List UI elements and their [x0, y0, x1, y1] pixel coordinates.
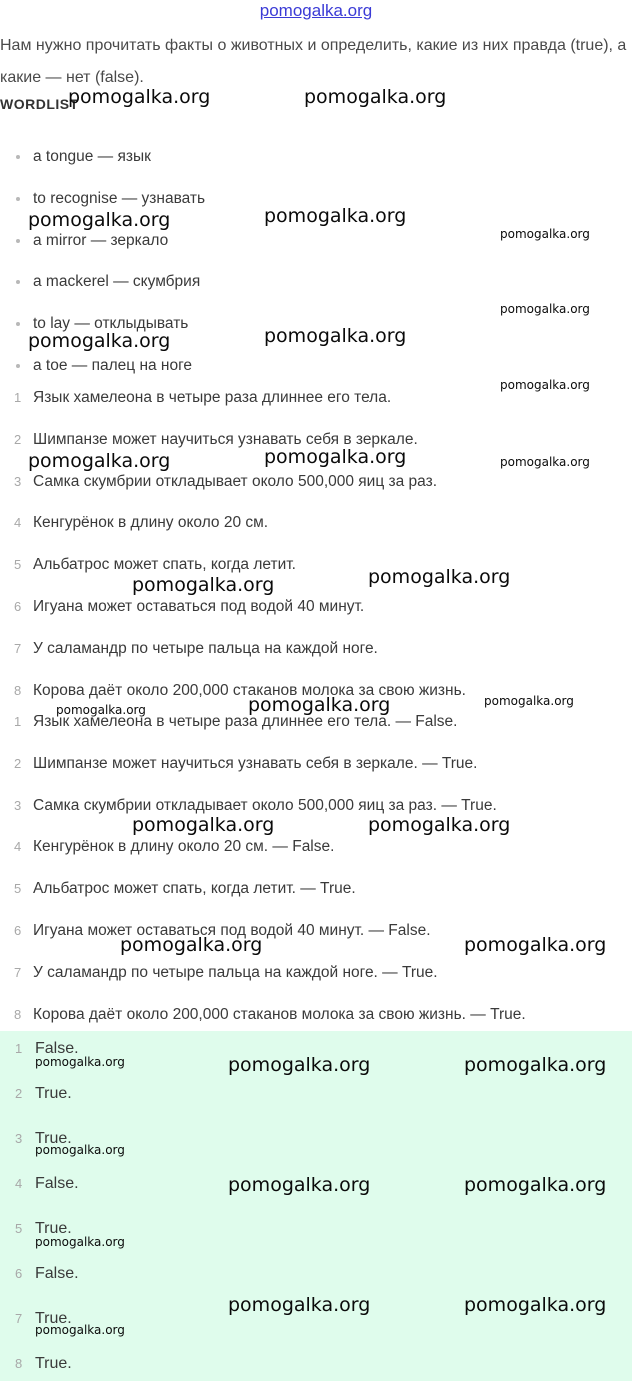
answer-text: Язык хамелеона в четыре раза длиннее его тела. — False.	[33, 713, 458, 730]
watermark: pomogalka.org	[464, 1294, 607, 1316]
question-text: Язык хамелеона в четыре раза длиннее его тела.	[33, 389, 392, 406]
answer-item	[0, 743, 632, 785]
full-answers-list	[0, 701, 632, 1035]
short-answer-item	[0, 1296, 632, 1341]
item-number: 3	[15, 1131, 23, 1146]
item-number: 7	[15, 1311, 23, 1326]
watermark: pomogalka.org	[464, 1054, 607, 1076]
word-item: to recognise — узнавать	[0, 178, 632, 220]
watermark: pomogalka.org	[484, 694, 574, 708]
watermark: pomogalka.org	[464, 934, 607, 956]
item-number: 3	[14, 473, 22, 489]
watermark: pomogalka.org	[264, 325, 407, 347]
question-text: Шимпанзе может научиться узнавать себя в зеркале.	[33, 430, 418, 448]
watermark: pomogalka.org	[56, 703, 146, 717]
question-text: Альбатрос может спать, когда летит.	[33, 556, 296, 574]
short-answer-text: False.	[35, 1040, 79, 1057]
watermark: pomogalka.org	[500, 378, 590, 392]
short-answer-text: False.	[35, 1265, 79, 1282]
watermark: pomogalka.org	[228, 1294, 371, 1316]
watermark: pomogalka.org	[120, 934, 263, 956]
answer-text: Альбатрос может спать, когда летит. — True.	[33, 880, 356, 898]
short-answer-text: False.	[35, 1175, 79, 1192]
watermark: pomogalka.org	[28, 330, 171, 352]
word-item: a tongue — язык	[0, 136, 632, 178]
item-number: 2	[14, 431, 22, 447]
short-answer-item	[0, 1116, 632, 1161]
wordlist	[0, 136, 632, 387]
watermark: pomogalka.org	[35, 1323, 125, 1337]
watermark: pomogalka.org	[248, 694, 391, 716]
item-number: 4	[15, 1176, 23, 1191]
item-number: 8	[14, 1006, 22, 1022]
question-item	[0, 586, 632, 628]
answer-item	[0, 785, 632, 827]
answer-item	[0, 826, 632, 868]
question-text: Кенгурёнок в длину около 20 см.	[33, 514, 269, 532]
watermark: pomogalka.org	[228, 1174, 371, 1196]
question-item	[0, 544, 632, 586]
watermark: pomogalka.org	[28, 450, 171, 472]
item-number: 4	[14, 515, 22, 531]
answer-text: Шимпанзе может научиться узнавать себя в зеркале. — True.	[33, 754, 478, 772]
watermark: pomogalka.org	[368, 814, 511, 836]
watermark: pomogalka.org	[35, 1055, 125, 1069]
watermark: pomogalka.org	[500, 227, 590, 241]
question-item	[0, 461, 632, 503]
item-number: 3	[14, 797, 22, 813]
watermark: pomogalka.org	[68, 86, 211, 108]
short-answer-text: True.	[35, 1220, 72, 1237]
watermark: pomogalka.org	[500, 455, 590, 469]
word-item: a mirror — зеркало	[0, 220, 632, 262]
answer-text: Игуана может оставаться под водой 40 минут. — False.	[33, 921, 431, 939]
word-item: a toe — палец на ноге	[0, 345, 632, 387]
question-text: Игуана может оставаться под водой 40 минут.	[33, 597, 365, 615]
watermark: pomogalka.org	[132, 814, 275, 836]
watermark: pomogalka.org	[35, 1235, 125, 1249]
item-number: 7	[14, 964, 22, 980]
question-item	[0, 628, 632, 670]
watermark: pomogalka.org	[28, 209, 171, 231]
question-text: Самка скумбрии откладывает около 500,000 яиц за раз.	[33, 472, 438, 490]
question-item	[0, 377, 632, 419]
short-answer-item	[0, 1341, 632, 1386]
item-number: 6	[14, 922, 22, 938]
item-number: 4	[14, 839, 22, 855]
question-text: У саламандр по четыре пальца на каждой ноге.	[33, 639, 378, 657]
item-number: 7	[14, 640, 22, 656]
item-number: 8	[14, 682, 22, 698]
wordlist-heading: WORDLIST	[0, 96, 79, 112]
question-item	[0, 502, 632, 544]
watermark: pomogalka.org	[228, 1054, 371, 1076]
answer-item	[0, 910, 632, 952]
item-number: 5	[15, 1221, 23, 1236]
site-link[interactable]: pomogalka.org	[259, 1, 373, 20]
answer-text: Кенгурёнок в длину около 20 см. — False.	[33, 838, 335, 856]
short-answer-item	[0, 1071, 632, 1116]
item-number: 1	[15, 1041, 23, 1056]
short-answer-text: True.	[35, 1085, 72, 1102]
watermark: pomogalka.org	[264, 205, 407, 227]
word-item: a mackerel — скумбрия	[0, 261, 632, 303]
item-number: 2	[14, 755, 22, 771]
item-number: 8	[15, 1356, 23, 1371]
short-answer-item	[0, 1251, 632, 1296]
short-answer-text: True.	[35, 1355, 72, 1372]
answer-text: Корова даёт около 200,000 стаканов молока за свою жизнь. — True.	[33, 1005, 526, 1023]
answer-text: Самка скумбрии откладывает около 500,000 яиц за раз. — True.	[33, 796, 497, 814]
short-answer-text: True.	[35, 1130, 72, 1147]
short-answer-item	[0, 1026, 632, 1071]
questions-list	[0, 377, 632, 711]
watermark: pomogalka.org	[304, 86, 447, 108]
answer-item	[0, 868, 632, 910]
item-number: 5	[14, 557, 22, 573]
short-answer-item	[0, 1161, 632, 1206]
question-text: Корова даёт около 200,000 стаканов молока за свою жизнь.	[33, 681, 466, 699]
item-number: 6	[14, 598, 22, 614]
watermark: pomogalka.org	[464, 1174, 607, 1196]
item-number: 1	[14, 390, 22, 405]
watermark: pomogalka.org	[500, 302, 590, 316]
item-number: 1	[14, 714, 22, 729]
short-answer-item	[0, 1206, 632, 1251]
question-item	[0, 419, 632, 461]
short-answers-list	[0, 1026, 632, 1386]
answer-item	[0, 701, 632, 743]
watermark: pomogalka.org	[132, 574, 275, 596]
intro-text: Нам нужно прочитать факты о животных и определить, какие из них правда (true), а какие — нет (false).	[0, 37, 627, 86]
word-item: to lay — отклыдывать	[0, 303, 632, 345]
watermark: pomogalka.org	[35, 1143, 125, 1157]
item-number: 2	[15, 1086, 23, 1101]
item-number: 6	[15, 1266, 23, 1281]
item-number: 5	[14, 881, 22, 897]
short-answer-text: True.	[35, 1310, 72, 1327]
answer-text: У саламандр по четыре пальца на каждой ноге. — True.	[33, 963, 438, 981]
answer-item	[0, 952, 632, 994]
watermark: pomogalka.org	[264, 446, 407, 468]
watermark: pomogalka.org	[368, 566, 511, 588]
